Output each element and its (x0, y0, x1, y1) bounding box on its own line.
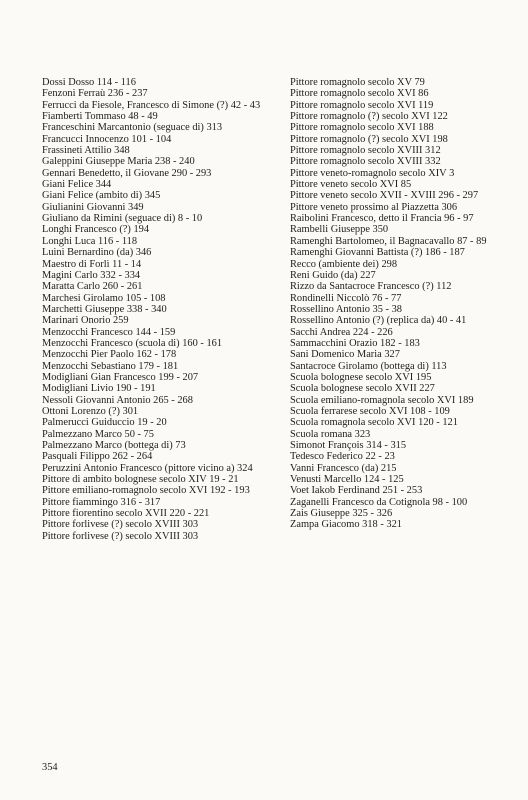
index-entry: Pittore fiammingo 316 - 317 (42, 496, 161, 508)
index-entry: Venusti Marcello 124 - 125 (290, 474, 404, 486)
index-entry: Zais Giuseppe 325 - 326 (290, 508, 393, 520)
index-entry: Scuola emiliano-romagnola secolo XVI 189 (290, 394, 474, 406)
index-entry: Scuola bolognese secolo XVII 227 (290, 383, 435, 395)
index-entry: Pittore romagnolo secolo XVI 188 (290, 122, 434, 134)
index-entry: Palmezzano Marco 50 - 75 (42, 428, 154, 440)
index-entry: Gennari Benedetto, il Giovane 290 - 293 (42, 167, 212, 179)
index-entry: Giulianini Giovanni 349 (42, 201, 144, 213)
index-entry: Ferrucci da Fiesole, Francesco di Simone (?) 42 - 43 (42, 99, 261, 111)
index-entry: Ottoni Lorenzo (?) 301 (42, 405, 139, 417)
index-entry: Tedesco Federico 22 - 23 (290, 451, 395, 463)
page-number: 354 (42, 762, 58, 773)
index-entry: Modigliani Livio 190 - 191 (42, 383, 156, 395)
index-entry: Menzocchi Pier Paolo 162 - 178 (42, 349, 177, 361)
index-entry: Fenzoni Ferraù 236 - 237 (42, 88, 148, 100)
index-entry: Giuliano da Rimini (seguace di) 8 - 10 (42, 213, 203, 225)
index-entry: Scuola romagnola secolo XVI 120 - 121 (290, 417, 458, 429)
index-entry: Pittore veneto-romagnolo secolo XIV 3 (290, 167, 455, 179)
index-entry: Zaganelli Francesco da Cotignola 98 - 100 (290, 496, 468, 508)
index-entry: Fiamberti Tommaso 48 - 49 (42, 111, 158, 123)
index-column-left (42, 77, 282, 542)
index-entry: Scuola romana 323 (290, 428, 371, 440)
index-entry: Franceschini Marcantonio (seguace di) 313 (42, 122, 223, 134)
index-entry: Pittore veneto secolo XVI 85 (290, 179, 412, 191)
index-entry: Rossellino Antonio 35 - 38 (290, 303, 402, 315)
index-entry: Pittore romagnolo (?) secolo XVI 122 (290, 111, 448, 123)
index-entry: Modigliani Gian Francesco 199 - 207 (42, 371, 199, 383)
index-entry: Raibolini Francesco, detto il Francia 96 - 97 (290, 213, 474, 225)
index-entry: Giani Felice (ambito di) 345 (42, 190, 161, 202)
index-entry: Longhi Francesco (?) 194 (42, 224, 150, 236)
index-entry: Scuola ferrarese secolo XVI 108 - 109 (290, 405, 450, 417)
index-entry: Francucci Innocenzo 101 - 104 (42, 133, 172, 145)
index-entry: Pittore emiliano-romagnolo secolo XVI 192 - 193 (42, 485, 250, 497)
index-entry: Pittore forlivese (?) secolo XVIII 303 (42, 519, 199, 531)
index-entry: Maratta Carlo 260 - 261 (42, 281, 143, 293)
index-entry: Rondinelli Niccolò 76 - 77 (290, 292, 402, 304)
index-entry: Scuola bolognese secolo XVI 195 (290, 371, 432, 383)
index-entry: Pittore romagnolo secolo XVIII 332 (290, 156, 441, 168)
index-entry: Pittore forlivese (?) secolo XVIII 303 (42, 530, 199, 542)
index-entry: Ramenghi Bartolomeo, il Bagnacavallo 87 - 89 (290, 235, 487, 247)
index-entry: Pittore romagnolo secolo XVI 119 (290, 99, 434, 111)
index-entry: Dossi Dosso 114 - 116 (42, 77, 136, 88)
index-entry: Rossellino Antonio (?) (replica da) 40 - 41 (290, 315, 467, 327)
index-entry: Voet Iakob Ferdinand 251 - 253 (290, 485, 423, 497)
index-entry: Peruzzini Antonio Francesco (pittore vicino a) 324 (42, 462, 253, 474)
index-entry: Zampa Giacomo 318 - 321 (290, 519, 402, 531)
index-entry: Luini Bernardino (da) 346 (42, 247, 152, 259)
index-entry: Pittore romagnolo secolo XV 79 (290, 77, 425, 88)
index-entry: Nessoli Giovanni Antonio 265 - 268 (42, 394, 193, 406)
index-entry: Pasquali Filippo 262 - 264 (42, 451, 153, 463)
index-entry: Palmerucci Guiduccio 19 - 20 (42, 417, 167, 429)
index-entry: Marinari Onorio 259 (42, 315, 129, 327)
index-entry: Giani Felice 344 (42, 179, 112, 191)
index-entry: Pittore romagnolo secolo XVIII 312 (290, 145, 441, 157)
index-entry: Sani Domenico Maria 327 (290, 349, 400, 361)
index-entry: Rambelli Giuseppe 350 (290, 224, 389, 236)
index-entry: Pittore romagnolo secolo XVI 86 (290, 88, 429, 100)
index-entry: Marchesi Girolamo 105 - 108 (42, 292, 166, 304)
index-entry: Pittore romagnolo (?) secolo XVI 198 (290, 133, 448, 145)
index-entry: Simonot François 314 - 315 (290, 440, 407, 451)
index-entry: Pittore fiorentino secolo XVII 220 - 221 (42, 508, 210, 520)
index-entry: Sacchi Andrea 224 - 226 (290, 326, 393, 338)
index-entry: Vanni Francesco (da) 215 (290, 462, 397, 474)
index-entry: Frassineti Attilio 348 (42, 145, 130, 157)
index-entry: Pittore veneto secolo XVII - XVIII 296 - 297 (290, 190, 479, 202)
index-entry: Menzocchi Francesco (scuola di) 160 - 161 (42, 337, 223, 349)
index-entry: Santacroce Girolamo (bottega di) 113 (290, 360, 447, 372)
index-entry: Menzocchi Sebastiano 179 - 181 (42, 360, 179, 372)
index-entry: Ramenghi Giovanni Battista (?) 186 - 187 (290, 247, 465, 259)
index-entry: Longhi Luca 116 - 118 (42, 235, 138, 247)
index-entry: Magini Carlo 332 - 334 (42, 269, 141, 281)
index-entry: Pittore veneto prossimo al Piazzetta 306 (290, 201, 458, 213)
index-entry: Sammacchini Orazio 182 - 183 (290, 337, 420, 349)
index-column-right (290, 77, 522, 531)
index-entry: Recco (ambiente dei) 298 (290, 258, 398, 270)
index-entry: Palmezzano Marco (bottega di) 73 (42, 440, 186, 451)
index-entry: Galeppini Giuseppe Maria 238 - 240 (42, 156, 195, 168)
index-entry: Maestro di Forlì 11 - 14 (42, 258, 142, 270)
index-entry: Menzocchi Francesco 144 - 159 (42, 326, 176, 338)
index-entry: Marchetti Giuseppe 338 - 340 (42, 303, 167, 315)
index-entry: Rizzo da Santacroce Francesco (?) 112 (290, 281, 452, 293)
index-entry: Reni Guido (da) 227 (290, 269, 376, 281)
index-entry: Pittore di ambito bolognese secolo XIV 19 - 21 (42, 474, 239, 486)
